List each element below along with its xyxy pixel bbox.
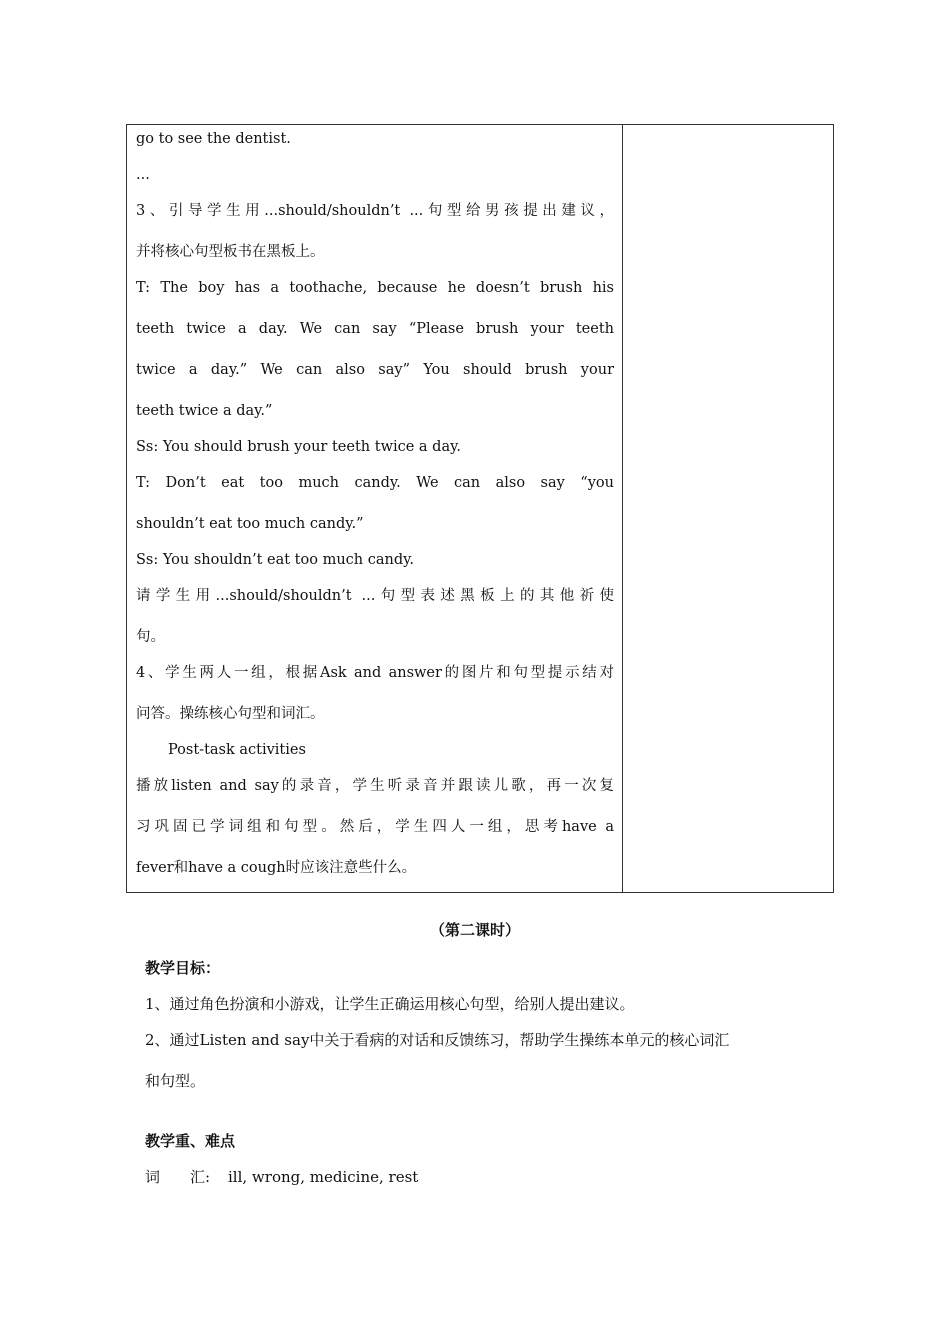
text-line: 3、引导学生用...should/shouldn’t ...句型给男孩提出建议，	[136, 203, 614, 219]
objective-item: 1、通过角色扮演和小游戏，让学生正确运用核心句型，给别人提出建议。	[145, 995, 635, 1013]
section-label: Post-task activities	[168, 742, 306, 758]
text-line: Ss: You should brush your teeth twice a day.	[136, 439, 461, 455]
table-right-cell	[623, 125, 833, 892]
text-line: teeth twice a day. We can say “Please brush your teeth	[136, 321, 614, 337]
lesson-title: （第二课时）	[429, 921, 520, 939]
text-line: 并将核心句型板书在黑板上。	[136, 244, 325, 260]
vocab-words: ill, wrong, medicine, rest	[228, 1168, 419, 1186]
text-line: 4、学生两人一组，根据Ask and answer的图片和句型提示结对	[136, 665, 614, 681]
text-line: teeth twice a day.”	[136, 403, 273, 419]
vocab-label: 词 汇:	[145, 1168, 211, 1186]
lesson-table	[126, 124, 834, 893]
text-line: Ss: You shouldn’t eat too much candy.	[136, 552, 414, 568]
text-line: shouldn’t eat too much candy.”	[136, 516, 364, 532]
text-line: 习巩固已学词组和句型。然后，学生四人一组，思考have a	[136, 819, 614, 835]
objectives-heading: 教学目标：	[145, 959, 221, 977]
text-line: 句。	[136, 629, 165, 645]
text-line: fever和have a cough时应该注意些什么。	[136, 860, 417, 876]
objective-item: 2、通过Listen and say中关于看病的对话和反馈练习，帮助学生操练本单元的核心词汇	[145, 1031, 730, 1049]
text-line: T: Don’t eat too much candy. We can also say “you	[136, 475, 614, 491]
text-line: ...	[136, 167, 150, 183]
text-line: twice a day.” We can also say” You should brush your	[136, 362, 614, 378]
objective-item: 和句型。	[145, 1072, 206, 1090]
text-line: T: The boy has a toothache, because he doesn’t brush his	[136, 280, 614, 296]
text-line: 播放listen and say的录音，学生听录音并跟读儿歌，再一次复	[136, 778, 614, 794]
text-line: 问答。操练核心句型和词汇。	[136, 706, 325, 722]
text-line: 请学生用...should/shouldn’t ...句型表述黑板上的其他祈使	[136, 588, 614, 604]
text-line: go to see the dentist.	[136, 131, 291, 147]
key-points-heading: 教学重、难点	[145, 1132, 236, 1150]
